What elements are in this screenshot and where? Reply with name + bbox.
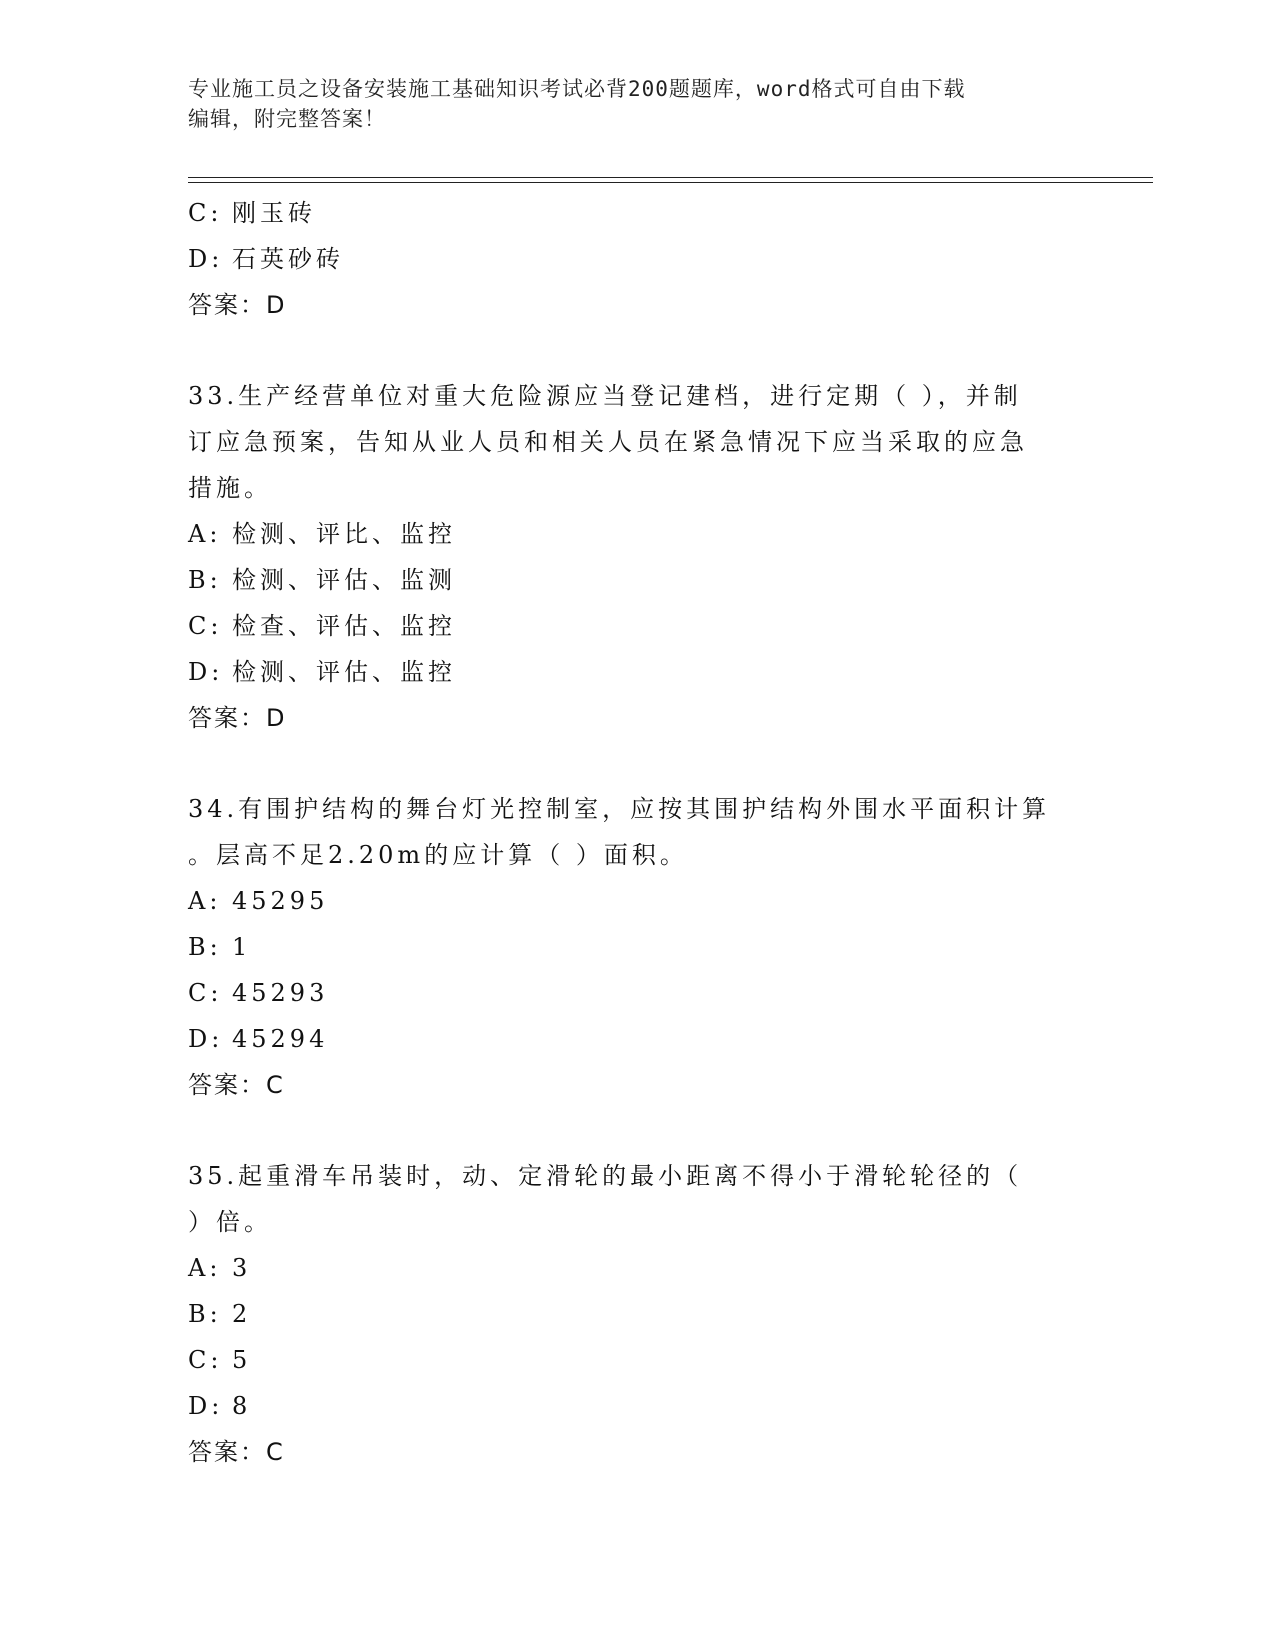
- option-label: B:: [188, 566, 222, 594]
- document-body: [188, 190, 1088, 1475]
- option-d: [188, 1016, 1088, 1062]
- option-b: [188, 557, 1088, 603]
- option-label: D:: [188, 1392, 224, 1420]
- header-rule-bottom: [188, 182, 1153, 183]
- header-rule-top: [188, 177, 1153, 178]
- option-label: C:: [188, 612, 223, 640]
- option-c: [188, 190, 1088, 236]
- option-text: 45295: [232, 887, 329, 915]
- question-stem-line: 措施。: [188, 474, 272, 502]
- option-label: D:: [188, 245, 224, 273]
- option-label: C:: [188, 1346, 223, 1374]
- question-35: [188, 1153, 1088, 1475]
- header-line-2: 编辑，附完整答案！: [188, 107, 386, 131]
- option-c: [188, 970, 1088, 1016]
- header-line-1: 专业施工员之设备安装施工基础知识考试必背200题题库，word格式可自由下载: [188, 77, 966, 101]
- option-c: [188, 1337, 1088, 1383]
- spacer: [188, 1108, 1088, 1153]
- previous-question-tail: [188, 190, 1088, 328]
- spacer: [188, 741, 1088, 786]
- question-33: [188, 373, 1088, 741]
- option-text: 检测、评估、监控: [232, 658, 456, 686]
- option-text: 5: [232, 1346, 252, 1374]
- question-stem-line: 34.有围护结构的舞台灯光控制室，应按其围护结构外围水平面积计算: [188, 795, 1051, 823]
- option-text: 2: [232, 1300, 252, 1328]
- question-stem-line: 订应急预案，告知从业人员和相关人员在紧急情况下应当采取的应急: [188, 428, 1028, 456]
- question-stem-line: ）倍。: [188, 1208, 272, 1236]
- option-a: [188, 878, 1088, 924]
- option-c: [188, 603, 1088, 649]
- option-label: C:: [188, 199, 223, 227]
- question-34: [188, 786, 1088, 1108]
- option-text: 1: [232, 933, 252, 961]
- option-d: [188, 649, 1088, 695]
- option-b: [188, 1291, 1088, 1337]
- option-d: [188, 236, 1088, 282]
- option-b: [188, 924, 1088, 970]
- option-text: 石英砂砖: [232, 245, 344, 273]
- option-label: D:: [188, 1025, 224, 1053]
- option-d: [188, 1383, 1088, 1429]
- spacer: [188, 328, 1088, 373]
- question-stem-line: 35.起重滑车吊装时，动、定滑轮的最小距离不得小于滑轮轮径的（: [188, 1162, 1023, 1190]
- option-a: [188, 511, 1088, 557]
- document-header: [188, 74, 1068, 134]
- option-text: 45293: [232, 979, 329, 1007]
- question-stem-line: 。层高不足2.20m的应计算（ ）面积。: [188, 841, 688, 869]
- option-text: 45294: [232, 1025, 329, 1053]
- option-label: D:: [188, 658, 224, 686]
- option-text: 3: [232, 1254, 252, 1282]
- option-label: A:: [188, 520, 222, 548]
- option-label: C:: [188, 979, 223, 1007]
- option-label: A:: [188, 887, 222, 915]
- answer-line: 答案：D: [188, 291, 287, 319]
- option-text: 检测、评估、监测: [232, 566, 456, 594]
- answer-line: 答案：D: [188, 704, 287, 732]
- option-label: B:: [188, 1300, 222, 1328]
- answer-line: 答案：C: [188, 1071, 285, 1099]
- answer-line: 答案：C: [188, 1438, 285, 1466]
- question-stem-line: 33.生产经营单位对重大危险源应当登记建档，进行定期（ ），并制: [188, 382, 1022, 410]
- option-label: B:: [188, 933, 222, 961]
- option-text: 刚玉砖: [232, 199, 316, 227]
- option-a: [188, 1245, 1088, 1291]
- option-text: 8: [232, 1392, 252, 1420]
- option-text: 检查、评估、监控: [232, 612, 456, 640]
- option-label: A:: [188, 1254, 222, 1282]
- option-text: 检测、评比、监控: [232, 520, 456, 548]
